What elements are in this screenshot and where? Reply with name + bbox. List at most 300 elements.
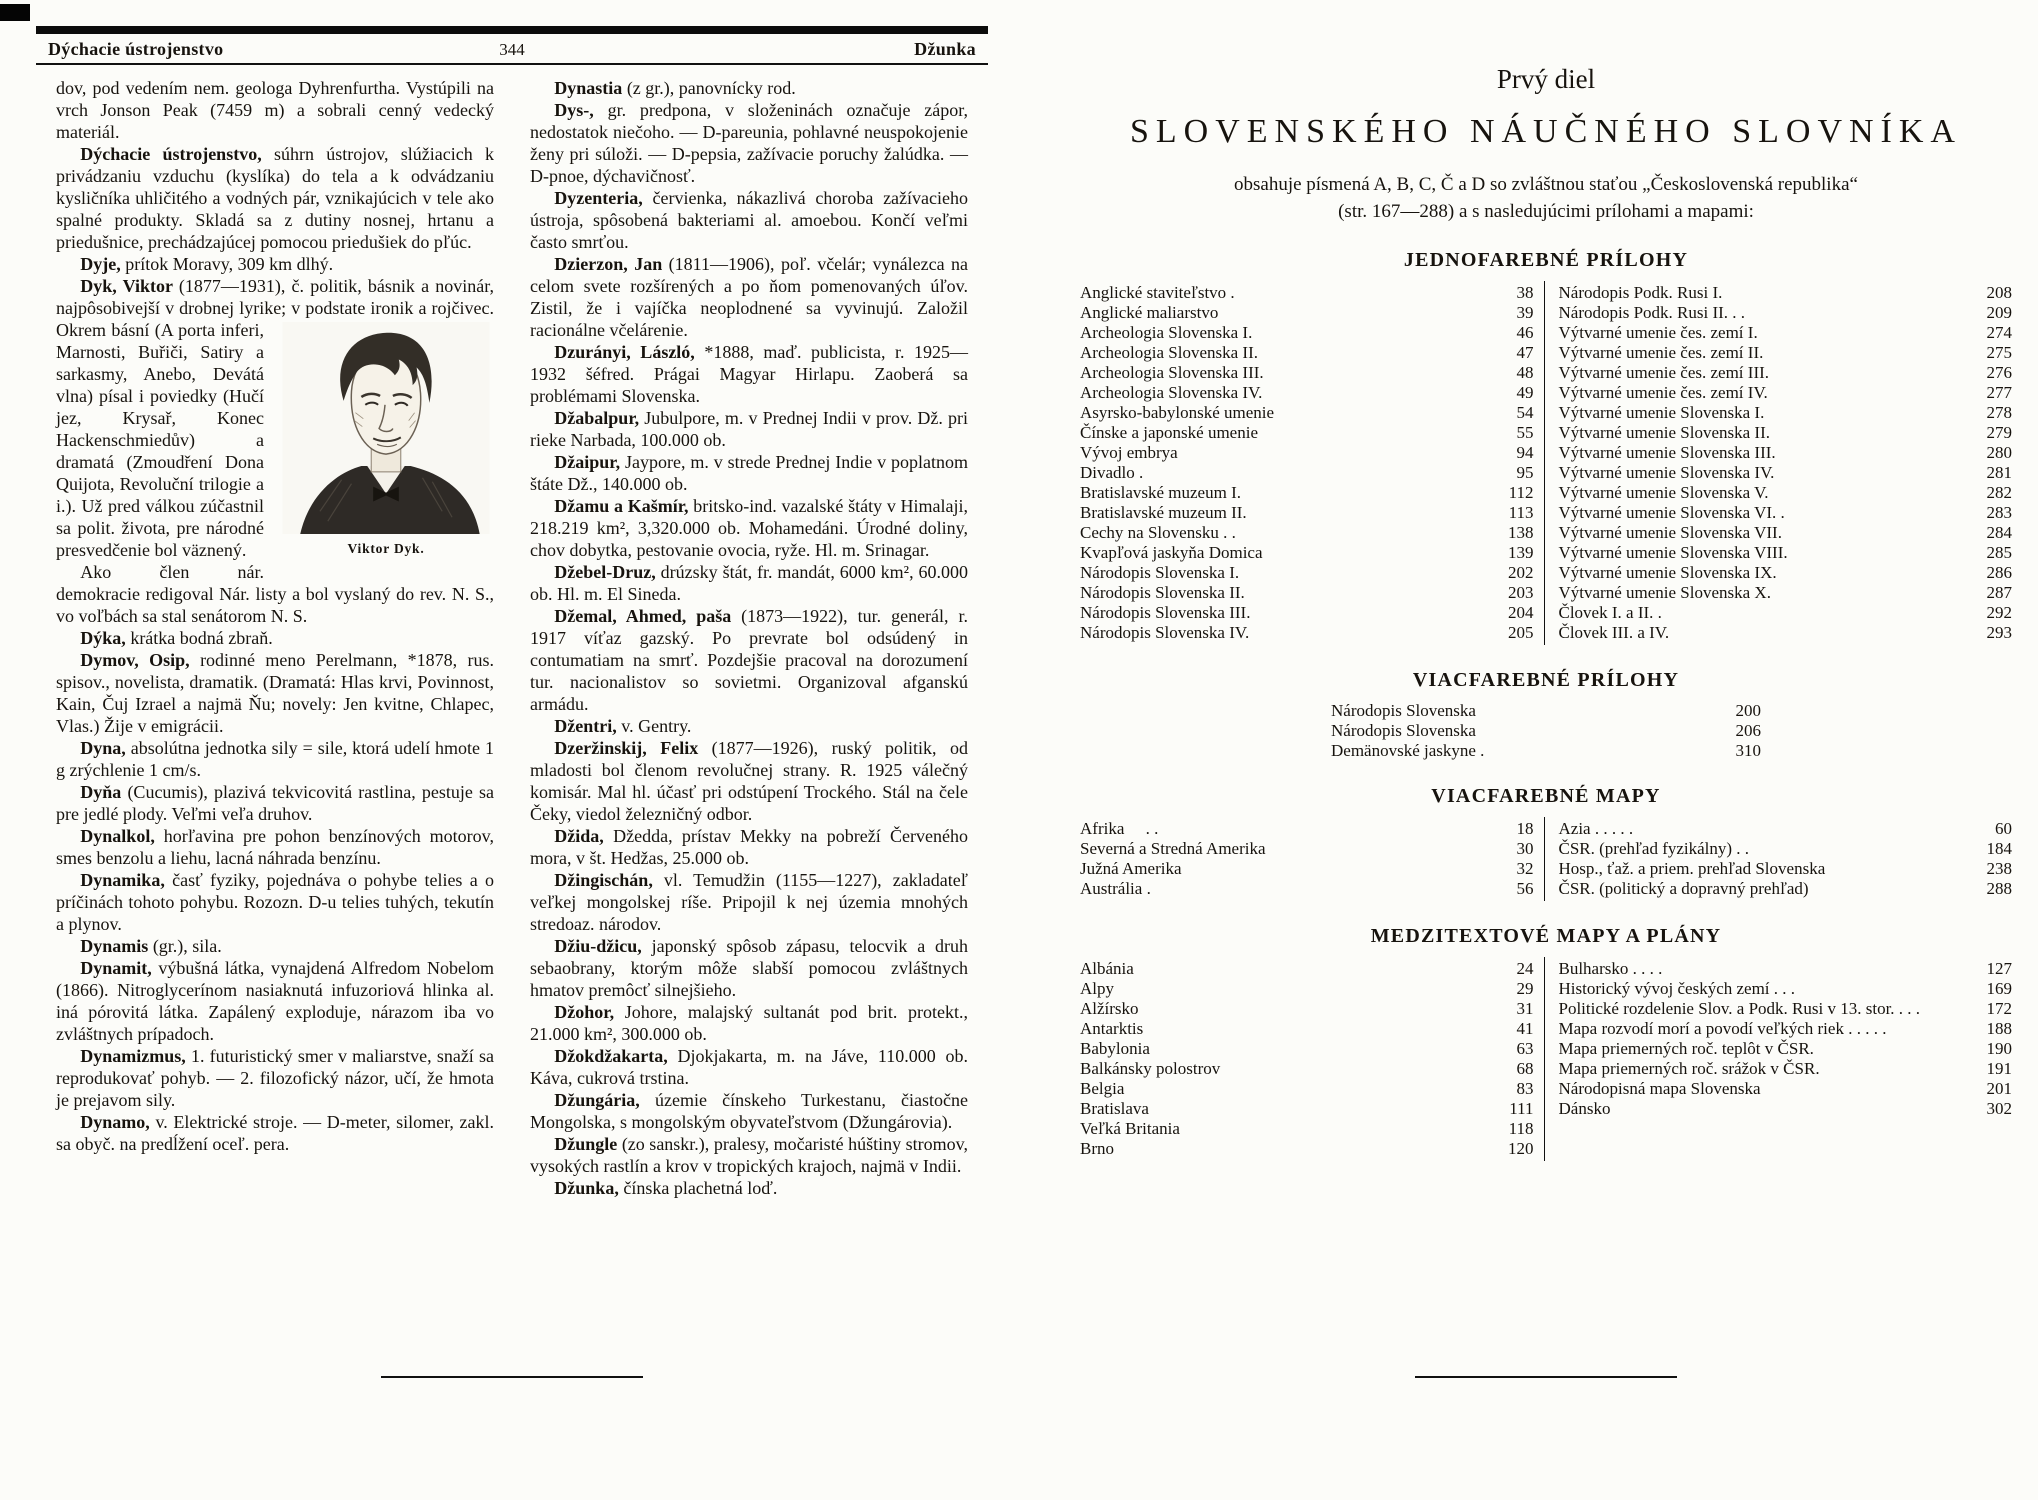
dictionary-entry: Džingischán, vl. Temudžin (1155—1227), zakladateľ veľkej mongolskej ríše. Pripojil k nej územia mnohých stredoaz. národov. <box>530 870 968 934</box>
toc-entry-page: 118 <box>1508 1119 1534 1138</box>
toc-entry-label: Výtvarné umenie Slovenska VIII. <box>1558 543 1788 562</box>
toc-entry-label: Veľká Britania <box>1080 1119 1180 1138</box>
dictionary-entry: Dynamit, výbušná látka, vynajdená Alfredom Nobelom (1866). Nitroglycerínom nasiaknutá infuzoriová hlinka al. iná pórovitá látka. Zapálený exploduje, nárazom iba vo zvláštnych prípadoch. <box>56 958 495 1044</box>
toc-column-right <box>1544 817 2015 901</box>
toc-row <box>1559 323 2013 343</box>
toc-row <box>1080 819 1534 839</box>
toc-entry-page: 276 <box>1986 363 2012 382</box>
toc-entry-page: 209 <box>1986 303 2012 322</box>
toc-entry-page: 47 <box>1516 343 1534 362</box>
toc-entry-label: Národopis Slovenska <box>1331 701 1476 720</box>
entry-term: Dyňa <box>80 782 128 802</box>
toc-entry-label: Babylonia <box>1080 1039 1150 1058</box>
toc-entry-page: 18 <box>1516 819 1534 838</box>
toc-entry-label: Bratislava <box>1080 1099 1149 1118</box>
entry-term: Džungária, <box>554 1090 655 1110</box>
toc-entry-label: Výtvarné umenie čes. zemí II. <box>1558 343 1764 362</box>
contents-page <box>1078 64 2014 1161</box>
toc-row <box>1559 483 2013 503</box>
toc-entry-page: 285 <box>1986 543 2012 562</box>
toc-row <box>1559 859 2013 879</box>
toc-entry-page: 280 <box>1986 443 2012 462</box>
toc-entry-page: 38 <box>1516 283 1534 302</box>
dictionary-page <box>36 26 988 1199</box>
toc-entry-label: Národopis Slovenska III. <box>1080 603 1251 622</box>
toc-entry-label: ČSR. (prehľad fyzikálny) . . <box>1558 839 1750 858</box>
toc-entry-label: Národopis Slovenska I. <box>1080 563 1240 582</box>
toc-row <box>1559 1079 2013 1099</box>
toc-row <box>1559 1099 2013 1119</box>
section-end-rule-left <box>381 1376 643 1378</box>
entry-term: Dynamika, <box>80 870 173 890</box>
toc-entry-label: Brno <box>1080 1139 1114 1158</box>
toc-entry-label: Divadlo . <box>1080 463 1144 482</box>
toc-entry-page: 113 <box>1508 503 1534 522</box>
dictionary-entry: Dynastia (z gr.), panovnícky rod. <box>554 78 796 98</box>
toc-entry-label: Historický vývoj českých zemí . . . <box>1558 979 1796 998</box>
toc-entry-label: Výtvarné umenie Slovenska II. <box>1558 423 1770 442</box>
dictionary-entry: Dyk, Viktor (1877—1931), č. politik, básnik a novinár, najpôsobivejší v drobnej lyrike; v podstate ironik a rojčivec. Okrem básní Viktor Dyk. (A porta inferi, Marnosti, Buřiči, Satiry a sarkasmy, Anebo, Devátá vlna) písal i poviedky (Hučí jez, Krysař, Konec Hackenschmiedův) a dramatá (Zmoudření Dona Quijota, Revoluční trilogie a i.). Už pred válkou zúčastnil sa polit. života, pre národné presvedčenie bol väznený. <box>56 276 495 560</box>
toc-entry-page: 30 <box>1516 839 1534 858</box>
toc-entry-page: 60 <box>1995 819 2012 838</box>
toc-entry-page: 279 <box>1986 423 2012 442</box>
toc-entry-label: Bratislavské muzeum II. <box>1080 503 1247 522</box>
entry-term: Dys-, <box>554 100 608 120</box>
toc-entry-page: 31 <box>1516 999 1534 1018</box>
toc-entry-page: 202 <box>1508 563 1534 582</box>
toc-entry-page: 24 <box>1516 959 1534 978</box>
toc-entry-label: Alžírsko <box>1080 999 1139 1018</box>
toc-entry-label: Človek III. a IV. <box>1558 623 1670 642</box>
toc-entry-label: Výtvarné umenie Slovenska IV. <box>1558 463 1775 482</box>
toc-row <box>1559 443 2013 463</box>
toc-entry-label: Archeologia Slovenska II. <box>1080 343 1258 362</box>
toc-row <box>1080 623 1534 643</box>
entry-term: Dynalkol, <box>80 826 164 846</box>
toc-column-left <box>1078 957 1544 1161</box>
toc-section-heading: JEDNOFAREBNÉ PRÍLOHY <box>1403 249 1689 271</box>
toc-row <box>1080 1119 1534 1139</box>
toc-entry-page: 206 <box>1735 721 1761 740</box>
scan-artifact <box>0 4 30 21</box>
toc-row <box>1080 959 1534 979</box>
toc-entry-page: 201 <box>1986 1079 2012 1098</box>
toc-entry-label: Albánia <box>1080 959 1134 978</box>
toc-row <box>1080 363 1534 383</box>
entry-term: Dyk, Viktor <box>80 276 179 296</box>
toc-row <box>1080 999 1534 1019</box>
dictionary-entry: Džida, Džedda, prístav Mekky na pobreží Červeného mora, v št. Hedžas, 25.000 ob. <box>530 826 969 868</box>
toc-entry-label: Výtvarné umenie čes. zemí IV. <box>1558 383 1768 402</box>
dictionary-entry: Džohor, Johore, malajský sultanát pod brit. protekt., 21.000 km², 300.000 ob. <box>530 1002 968 1044</box>
toc-entry-page: 172 <box>1986 999 2012 1018</box>
toc-entry-page: 83 <box>1516 1079 1534 1098</box>
toc-section <box>1078 669 2014 761</box>
toc-section-heading: MEDZITEXTOVÉ MAPY A PLÁNY <box>1370 925 1722 947</box>
dictionary-entry: Dýka, krátka bodná zbraň. <box>80 628 273 648</box>
toc-entry-label: Výtvarné umenie Slovenska V. <box>1558 483 1769 502</box>
toc-entry-label: Výtvarné umenie Slovenska X. <box>1558 583 1771 602</box>
toc-entry-page: 188 <box>1986 1019 2012 1038</box>
toc-row <box>1559 343 2013 363</box>
toc-entry-page: 274 <box>1986 323 2012 342</box>
toc-row <box>1080 1039 1534 1059</box>
entry-term: Dzeržinskij, Felix <box>554 738 712 758</box>
toc-row <box>1559 543 2013 563</box>
toc-row <box>1559 423 2013 443</box>
toc-entry-page: 288 <box>1986 879 2012 898</box>
toc-entry-page: 275 <box>1986 343 2012 362</box>
toc-entry-page: 286 <box>1986 563 2012 582</box>
toc-row <box>1080 383 1534 403</box>
toc-entry-page: 68 <box>1516 1059 1534 1078</box>
toc-entry-page: 190 <box>1986 1039 2012 1058</box>
toc-row <box>1559 303 2013 323</box>
toc-entry-label: Politické rozdelenie Slov. a Podk. Rusi v 13. stor. . . . <box>1558 999 1921 1018</box>
dictionary-entry: Dymov, Osip, rodinné meno Perelmann, *1878, rus. spisov., novelista, dramatik. (Dramatá: Hlas krvi, Povinnost, Kain, Čuj Izrael a najmä Ňu; novely: Jen kvitne, Chlapec, Vlas.) Žije v emigrácii. <box>56 650 494 736</box>
entry-term: Džokdžakarta, <box>554 1046 678 1066</box>
toc-entry-label: Hosp., ťaž. a priem. prehľad Slovenska <box>1558 859 1826 878</box>
toc-row <box>1559 623 2013 643</box>
dictionary-entry: Dynamizmus, 1. futuristický smer v maliarstve, snaží sa reprodukovať pohyb. — 2. filozofický názor, učí, že hmota je prejavom sily. <box>56 1046 494 1110</box>
toc-entry-label: Národopis Slovenska IV. <box>1080 623 1250 642</box>
toc-entry-label: Severná a Stredná Amerika <box>1080 839 1266 858</box>
dictionary-entry: Džamu a Kašmír, britsko-ind. vazalské štáty v Himalaji, 218.219 km², 3,320.000 ob. Mohamedáni. Úrodné doliny, chov dobytka, pestovanie ovocia, ryže. Hl. m. Srinagar. <box>530 496 968 560</box>
dictionary-entry: dov, pod vedením nem. geologa Dyhrenfurtha. Vystúpili na vrch Jonson Peak (7459 m) a sobrali cenný vedecký materiál. <box>56 78 494 142</box>
toc-row <box>1080 1099 1534 1119</box>
toc-entry-page: 204 <box>1508 603 1534 622</box>
toc-row <box>1080 603 1534 623</box>
toc-center-block <box>1331 701 1761 761</box>
volume-subtitle-line2: (str. 167—288) a s nasledujúcimi prílohami a mapami: <box>1338 201 1754 222</box>
toc-row <box>1080 343 1534 363</box>
toc-row <box>1559 363 2013 383</box>
toc-entry-label: Demänovské jaskyne . <box>1331 741 1485 760</box>
toc-entry-page: 55 <box>1516 423 1534 442</box>
entry-term: Džamu a Kašmír, <box>554 496 694 516</box>
toc-row <box>1080 543 1534 563</box>
toc-entry-label: Afrika . . <box>1080 819 1159 838</box>
toc-row <box>1080 503 1534 523</box>
dictionary-entry: Džunka, čínska plachetná loď. <box>554 1178 778 1198</box>
toc-entry-label: Belgia <box>1080 1079 1125 1098</box>
toc-column-right <box>1544 281 2015 645</box>
toc-entry-label: Austrália . <box>1080 879 1151 898</box>
entry-term: Dynamizmus, <box>80 1046 191 1066</box>
toc-row <box>1559 879 2013 899</box>
running-header <box>36 34 988 63</box>
toc-entry-page: 139 <box>1508 543 1534 562</box>
toc-section-heading: VIACFAREBNÉ MAPY <box>1431 785 1661 807</box>
toc-columns <box>1078 281 2014 645</box>
toc-entry-page: 283 <box>1986 503 2012 522</box>
toc-entry-label: Asyrsko-babylonské umenie <box>1080 403 1275 422</box>
entry-term: Džohor, <box>554 1002 625 1022</box>
toc-entry-page: 111 <box>1509 1099 1534 1118</box>
entry-term: Džentri, <box>554 716 622 736</box>
toc-row <box>1080 1079 1534 1099</box>
running-header-right: Džunka <box>914 39 976 59</box>
toc-entry-page: 238 <box>1986 859 2012 878</box>
entry-term: Džebel-Druz, <box>554 562 661 582</box>
dictionary-entry: Džungária, územie čínskeho Turkestanu, čiastočne Mongolska, s mongolským obyvateľstvom (Džungárovia). <box>530 1090 969 1132</box>
toc-entry-label: Vývoj embrya <box>1080 443 1178 462</box>
toc-entry-page: 169 <box>1986 979 2012 998</box>
toc-entry-label: Národopis Podk. Rusi I. <box>1558 283 1723 302</box>
toc-row <box>1559 979 2013 999</box>
toc-row <box>1559 563 2013 583</box>
entry-term: Dyna, <box>80 738 131 758</box>
toc-entry-page: 48 <box>1516 363 1534 382</box>
volume-title-small: Prvý diel <box>1496 64 1596 94</box>
entry-term: Dzurányi, László, <box>554 342 705 362</box>
toc-entry-page: 287 <box>1986 583 2012 602</box>
dictionary-entry: Džungle (zo sanskr.), pralesy, močaristé húštiny stromov, vysokých rastlín a krov v tropických krajoch, najmä v Indii. <box>530 1134 968 1176</box>
dictionary-entry: Dzurányi, László, *1888, maď. publicista, r. 1925—1932 šéfred. Prágai Magyar Hirlapu. Zaoberá sa problémami Slovenska. <box>530 342 968 406</box>
entry-term: Dyje, <box>80 254 126 274</box>
toc-entry-page: 120 <box>1508 1139 1534 1158</box>
dictionary-entry: Dynamis (gr.), sila. <box>80 936 222 956</box>
toc-section <box>1078 785 2014 901</box>
viktor-dyk-portrait-illustration <box>278 322 494 534</box>
toc-row <box>1080 839 1534 859</box>
toc-row <box>1080 423 1534 443</box>
dictionary-entry: Džentri, v. Gentry. <box>554 716 692 736</box>
toc-entry-label: Výtvarné umenie Slovenska IX. <box>1558 563 1777 582</box>
toc-row <box>1080 1019 1534 1039</box>
entry-term: Džunka, <box>554 1178 624 1198</box>
page-number: 344 <box>499 40 525 59</box>
toc-entry-page: 205 <box>1508 623 1534 642</box>
toc-entry-page: 282 <box>1986 483 2012 502</box>
dictionary-entry: Dzeržinskij, Felix (1877—1926), ruský politik, od mladosti bol členom revolučnej strany. R. 1925 válečný komisár. Mal hl. účasť pri odstúpení Trockého. Stál na čele Čeky, viedol železničný odbor. <box>530 738 968 824</box>
toc-entry-label: Archeologia Slovenska III. <box>1080 363 1264 382</box>
toc-entry-page: 49 <box>1516 383 1534 402</box>
toc-entry-page: 302 <box>1986 1099 2012 1118</box>
toc-section <box>1078 925 2014 1161</box>
volume-title-main: SLOVENSKÉHO NÁUČNÉHO SLOVNÍKA <box>1130 113 1962 150</box>
toc-entry-label: Kvapľová jaskyňa Domica <box>1080 543 1263 562</box>
dictionary-entry: Džemal, Ahmed, paša (1873—1922), tur. generál, r. 1917 víťaz gazský. Po prevrate bol odsúdený in contumatiam na smrť. Pozdejšie pracoval na dorozumení tur. nacionalistov so sovietmi. Organizoval afganskú armádu. <box>530 606 968 714</box>
section-end-rule-right <box>1415 1376 1677 1378</box>
toc-entry-label: Človek I. a II. . <box>1558 603 1662 622</box>
toc-section-heading: VIACFAREBNÉ PRÍLOHY <box>1412 669 1680 691</box>
toc-entry-label: Bulharsko . . . . <box>1558 959 1663 978</box>
toc-entry-label: Anglické staviteľstvo . <box>1080 283 1235 302</box>
toc-entry-label: Bratislavské muzeum I. <box>1080 483 1241 502</box>
toc-entry-page: 310 <box>1735 741 1761 760</box>
dictionary-entry: Dzierzon, Jan (1811—1906), poľ. včelár; vynálezca na celom svete rozšírených a po ňom pomenovaných úľov. Zistil, že i vajíčka neoplodnené sa vyvinujú. Založil racionálne včelárenie. <box>530 254 968 340</box>
toc-row <box>1080 859 1534 879</box>
toc-row <box>1559 283 2013 303</box>
toc-entry-label: Mapa rozvodí morí a povodí veľkých riek . . . . . <box>1558 1019 1887 1038</box>
toc-row <box>1080 443 1534 463</box>
dictionary-entry: Džokdžakarta, Djokjakarta, m. na Jáve, 110.000 ob. Káva, cukrová trstina. <box>530 1046 968 1088</box>
toc-entry-label: Výtvarné umenie Slovenska I. <box>1558 403 1765 422</box>
dictionary-entry: Dynalkol, horľavina pre pohon benzínových motorov, smes benzolu a liehu, lacná náhrada benzínu. <box>56 826 494 868</box>
toc-column-left <box>1078 817 1544 901</box>
entry-term: Dýchacie ústrojenstvo, <box>80 144 274 164</box>
toc-entry-label: Národopis Slovenska II. <box>1080 583 1245 602</box>
dictionary-entry: Ako člen nár. demokracie redigoval Nár. listy a bol vyslaný do rev. N. S., vo voľbách sa stal senátorom N. S. <box>56 562 494 626</box>
entry-term: Dynamis <box>80 936 153 956</box>
toc-row <box>1080 1139 1534 1159</box>
toc-row <box>1080 283 1534 303</box>
toc-entry-page: 281 <box>1986 463 2012 482</box>
toc-row <box>1080 523 1534 543</box>
toc-row <box>1559 1039 2013 1059</box>
toc-entry-label: Anglické maliarstvo <box>1080 303 1219 322</box>
toc-row <box>1559 999 2013 1019</box>
dictionary-entry: Džabalpur, Jubulpore, m. v Prednej Indii v prov. Dž. pri rieke Narbada, 100.000 ob. <box>530 408 969 450</box>
toc-columns <box>1078 957 2014 1161</box>
toc-column-right <box>1544 957 2015 1161</box>
toc-entry-label: Národopis Slovenska <box>1331 721 1476 740</box>
entry-term: Dyzenteria, <box>554 188 653 208</box>
dictionary-entry: Dyje, prítok Moravy, 309 km dlhý. <box>80 254 334 274</box>
toc-entry-label: Národopisná mapa Slovenska <box>1558 1079 1761 1098</box>
toc-entry-label: Výtvarné umenie Slovenska VI. . <box>1558 503 1785 522</box>
dictionary-entry: Dynamika, časť fyziky, pojednáva o pohybe telies a o príčinách tohoto pohybu. Rozozn. D-u telies tuhých, tekutín a plynov. <box>56 870 494 934</box>
entry-term: Džungle <box>554 1134 622 1154</box>
toc-row <box>1080 879 1534 899</box>
entry-term: Dynamo, <box>80 1112 156 1132</box>
toc-entry-page: 29 <box>1516 979 1534 998</box>
entry-term: Džabalpur, <box>554 408 645 428</box>
toc-entry-label: Cechy na Slovensku . . <box>1080 523 1236 542</box>
toc-entry-label: Antarktis <box>1080 1019 1144 1038</box>
toc-row <box>1559 523 2013 543</box>
text-columns <box>36 65 988 1199</box>
toc-entry-label: Archeologia Slovenska IV. <box>1080 383 1263 402</box>
toc-entry-page: 94 <box>1516 443 1534 462</box>
toc-row <box>1559 383 2013 403</box>
toc-entry-page: 56 <box>1516 879 1534 898</box>
toc-entry-label: Výtvarné umenie čes. zemí I. <box>1558 323 1758 342</box>
toc-entry-page: 293 <box>1986 623 2012 642</box>
toc-row <box>1559 403 2013 423</box>
entry-term: Džida, <box>554 826 614 846</box>
toc-entry-page: 138 <box>1508 523 1534 542</box>
toc-row <box>1080 979 1534 999</box>
toc-entry-label: Balkánsky polostrov <box>1080 1059 1221 1078</box>
toc-entry-page: 292 <box>1986 603 2012 622</box>
toc-entry-page: 41 <box>1516 1019 1534 1038</box>
toc-entry-label: Čínske a japonské umenie <box>1080 423 1258 442</box>
toc-entry-page: 46 <box>1516 323 1534 342</box>
toc-row <box>1080 463 1534 483</box>
toc-section <box>1078 249 2014 645</box>
volume-subtitle-line1: obsahuje písmená A, B, C, Č a D so zvláštnou staťou „Československá republika“ <box>1234 174 1858 195</box>
entry-term: Džaipur, <box>554 452 626 472</box>
toc-row <box>1559 603 2013 623</box>
toc-entry-label: Archeologia Slovenska I. <box>1080 323 1253 342</box>
running-header-left: Dýchacie ústrojenstvo <box>48 39 224 59</box>
entry-term: Džingischán, <box>554 870 664 890</box>
entry-term: Dymov, Osip, <box>80 650 201 670</box>
toc-row <box>1080 323 1534 343</box>
toc-row <box>1559 583 2013 603</box>
dictionary-entry: Dyna, absolútna jednotka sily = sile, ktorá udelí hmote 1 g zrýchlenie 1 cm/s. <box>56 738 494 780</box>
dictionary-entry: Dyzenteria, červienka, nákazlivá choroba zažívacieho ústroja, spôsobená bakteriami al. amoebou. Končí veľmi často smrťou. <box>530 188 969 252</box>
toc-entry-label: Výtvarné umenie Slovenska VII. <box>1558 523 1782 542</box>
toc-entry-page: 284 <box>1986 523 2012 542</box>
entry-term: Dynamit, <box>80 958 159 978</box>
toc-row <box>1559 839 2013 859</box>
toc-column-left <box>1078 281 1544 645</box>
toc-entry-label: Azia . . . . . <box>1558 819 1634 838</box>
entry-term: Dýka, <box>80 628 131 648</box>
toc-row <box>1559 1059 2013 1079</box>
toc-entry-page: 278 <box>1986 403 2012 422</box>
toc-entry-label: Južná Amerika <box>1080 859 1182 878</box>
toc-entry-label: Mapa priemerných roč. teplôt v ČSR. <box>1558 1039 1814 1058</box>
dictionary-entry: Džaipur, Jaypore, m. v strede Prednej Indie v poplatnom štáte Dž., 140.000 ob. <box>530 452 968 494</box>
entry-term: Dynastia <box>554 78 627 98</box>
text-column-1 <box>56 77 494 1199</box>
dictionary-entry: Džiu-džicu, japonský spôsob zápasu, telocvik a druh sebaobrany, ktorým môže slabší pomocou zvláštnych hmatov premôcť silnejšieho. <box>530 936 968 1000</box>
toc-sections <box>1078 249 2014 1161</box>
toc-row <box>1080 563 1534 583</box>
text-column-2 <box>530 77 968 1199</box>
entry-term: Džemal, Ahmed, paša <box>554 606 742 626</box>
portrait-caption: Viktor Dyk. <box>347 541 425 556</box>
toc-entry-label: Výtvarné umenie Slovenska III. <box>1558 443 1776 462</box>
toc-row <box>1559 819 2013 839</box>
toc-row <box>1080 483 1534 503</box>
toc-row <box>1331 741 1761 761</box>
toc-entry-label: Výtvarné umenie čes. zemí III. <box>1558 363 1770 382</box>
toc-entry-page: 200 <box>1735 701 1761 720</box>
dictionary-entry: Dyňa (Cucumis), plazivá tekvicovitá rastlina, pestuje sa pre jedlé plody. Veľmi veľa druhov. <box>56 782 494 824</box>
toc-entry-label: Dánsko <box>1558 1099 1611 1118</box>
toc-entry-page: 191 <box>1986 1059 2012 1078</box>
dictionary-entry: Dynamo, v. Elektrické stroje. — D-meter, silomer, zakl. sa obyč. na predĺžení oceľ. pera. <box>56 1112 494 1154</box>
toc-row <box>1559 463 2013 483</box>
header-bar <box>36 26 988 34</box>
toc-row <box>1080 403 1534 423</box>
toc-row <box>1080 303 1534 323</box>
toc-columns <box>1078 817 2014 901</box>
toc-entry-page: 39 <box>1516 303 1534 322</box>
toc-row <box>1080 583 1534 603</box>
toc-entry-page: 32 <box>1516 859 1534 878</box>
toc-entry-page: 208 <box>1986 283 2012 302</box>
toc-entry-page: 184 <box>1986 839 2012 858</box>
toc-entry-page: 127 <box>1986 959 2012 978</box>
toc-entry-page: 112 <box>1508 483 1534 502</box>
toc-entry-label: Mapa priemerných roč. srážok v ČSR. <box>1558 1059 1820 1078</box>
dictionary-entry: Džebel-Druz, drúzsky štát, fr. mandát, 6000 km², 60.000 ob. Hl. m. El Sineda. <box>530 562 968 604</box>
toc-row <box>1331 721 1761 741</box>
toc-entry-label: Národopis Podk. Rusi II. . . <box>1558 303 1746 322</box>
toc-entry-page: 54 <box>1516 403 1534 422</box>
toc-entry-label: ČSR. (politický a dopravný prehľad) <box>1558 879 1809 898</box>
dictionary-entry: Dys-, gr. predpona, v složeninách označuje zápor, nedostatok niečoho. — D-pareunia, pohlavné neuspokojenie ženy pri súloži. — D-pepsia, zažívacie poruchy žalúdka. — D-pnoe, dýchavičnosť. <box>530 100 968 186</box>
dictionary-entry: Dýchacie ústrojenstvo, súhrn ústrojov, slúžiacich k privádzaniu vzduchu (kyslíka) do tela a k odvádzaniu kysličníka uhličitého a vodných pár, vznikajúcich v tele ako spalné produkty. Skladá sa z dutiny nosnej, hrtanu a priedušnice, prechádzajúcej pomocou priedušiek do pľúc. <box>56 144 494 252</box>
toc-entry-page: 203 <box>1508 583 1534 602</box>
toc-entry-page: 277 <box>1986 383 2012 402</box>
toc-entry-page: 95 <box>1516 463 1534 482</box>
toc-row <box>1559 1019 2013 1039</box>
toc-entry-label: Alpy <box>1080 979 1114 998</box>
toc-row <box>1331 701 1761 721</box>
entry-term: Dzierzon, Jan <box>554 254 669 274</box>
viktor-dyk-portrait-figure <box>278 322 494 560</box>
toc-row <box>1559 959 2013 979</box>
toc-row <box>1080 1059 1534 1079</box>
toc-entry-page: 63 <box>1516 1039 1534 1058</box>
